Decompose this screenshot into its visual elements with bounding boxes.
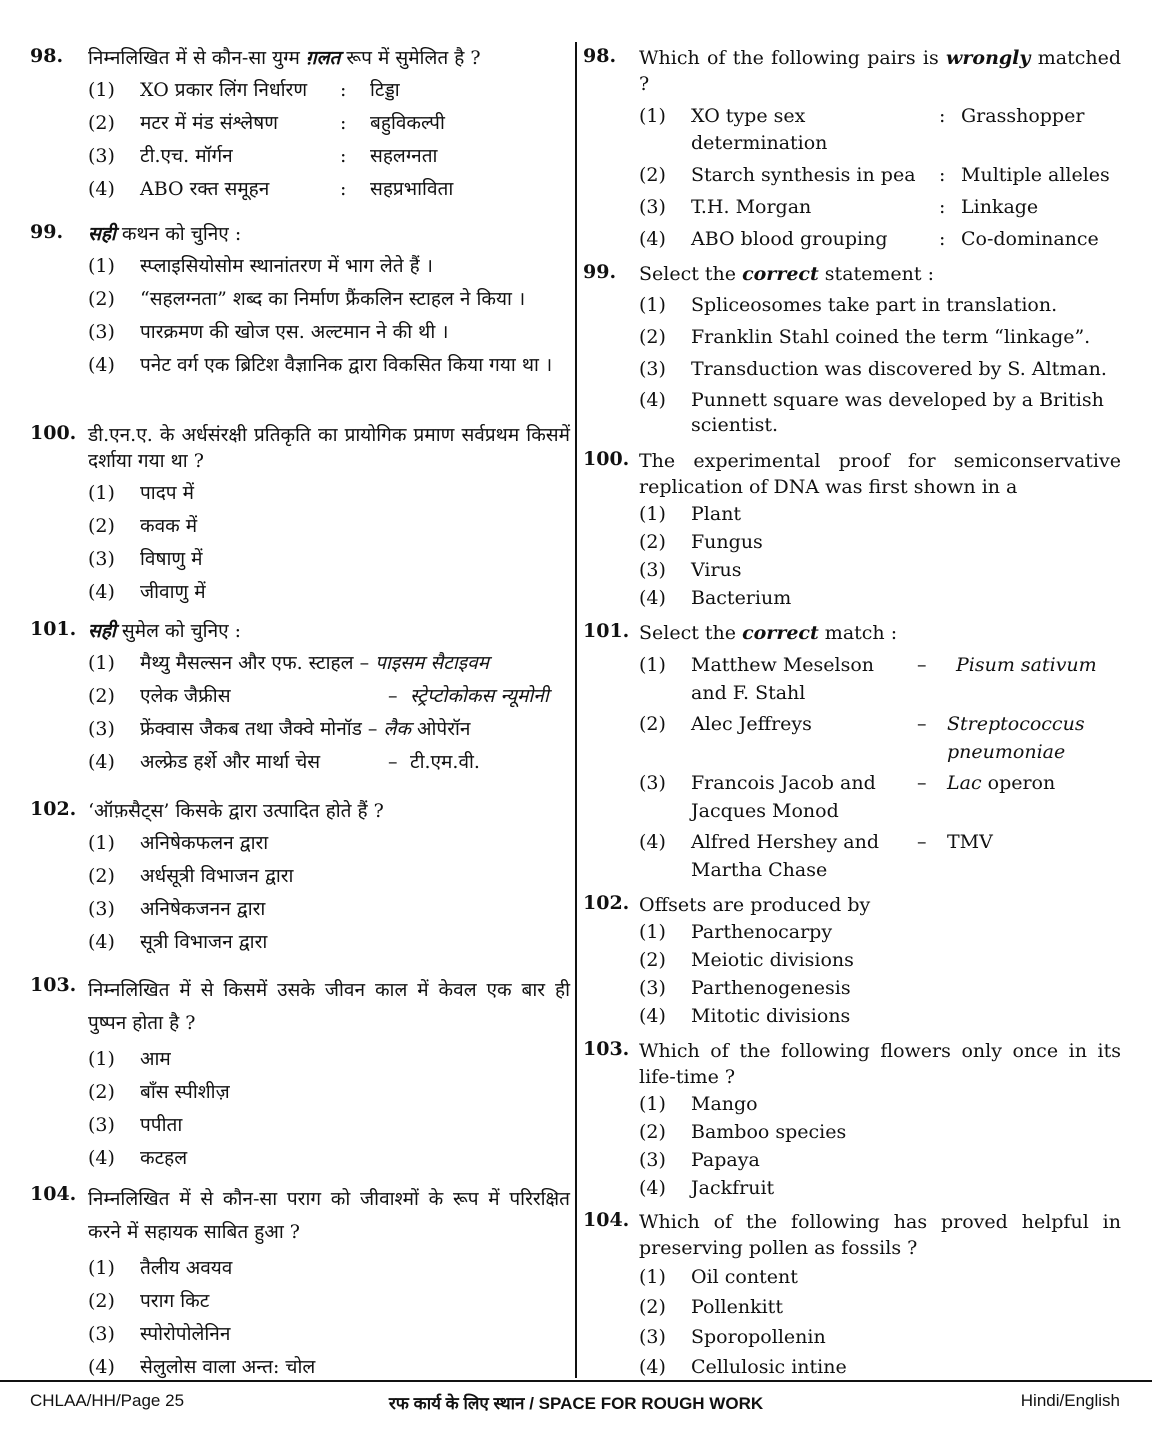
option-2[interactable]: (2) Meiotic divisions [639, 949, 854, 971]
option-4[interactable]: (4) पनेट वर्ग एक ब्रिटिश वैज्ञानिक द्वारा विकसित किया गया था । [88, 354, 553, 376]
option-3[interactable]: (3) पारक्रमण की खोज एस. अल्टमान ने की थी । [88, 321, 449, 343]
option-2[interactable]: (2) कवक में [88, 515, 198, 537]
option-3[interactable]: (3) स्पोरोपोलेनिन [88, 1323, 231, 1345]
question-number: 102. [583, 892, 630, 914]
option-2[interactable]: (2) मटर में मंड संश्लेषण : बहुविकल्पी [88, 112, 445, 134]
question-104-en [583, 1209, 1121, 1381]
question-number: 102. [30, 798, 77, 820]
option-3[interactable]: (3) Transduction was discovered by S. Altman. [639, 358, 1107, 380]
option-3[interactable]: (3) Francois Jacob and Jacques Monod – Lac operon [639, 772, 1056, 822]
option-4[interactable]: (4) कटहल [88, 1147, 188, 1169]
question-number: 100. [583, 448, 630, 470]
option-1[interactable]: (1) Mango [639, 1093, 758, 1115]
option-4[interactable]: (4) Mitotic divisions [639, 1005, 851, 1027]
option-4[interactable]: (4) अल्फ्रेड हर्शे और मार्था चेस – टी.एम.वी. [88, 751, 480, 773]
option-1[interactable]: (1) Plant [639, 503, 742, 525]
option-1[interactable]: (1) अनिषेकफलन द्वारा [88, 832, 269, 854]
question-98-en [583, 45, 1121, 253]
option-2[interactable]: (2) बाँस स्पीशीज़ [88, 1081, 230, 1103]
question-number: 104. [583, 1209, 630, 1231]
question-stem: Select the correct match : [639, 622, 898, 644]
question-stem: सही कथन को चुनिए : [88, 223, 242, 245]
option-1[interactable]: (1) पादप में [88, 482, 194, 504]
option-3[interactable]: (3) विषाणु में [88, 548, 203, 570]
option-2[interactable]: (2) Franklin Stahl coined the term “linkage”. [639, 326, 1091, 348]
question-102-en [583, 892, 1121, 1030]
option-4[interactable]: (4) Alfred Hershey and Martha Chase – TMV [639, 831, 993, 881]
question-101-hi [30, 618, 570, 776]
option-1[interactable]: (1) XO प्रकार लिंग निर्धारण : टिड्डा [88, 79, 400, 101]
question-100-hi [30, 422, 570, 606]
question-stem: निम्नलिखित में से कौन-सा युग्म ग़लत रूप में सुमेलित है ? [88, 47, 481, 69]
rough-work-label: रफ कार्य के लिए स्थान / SPACE FOR ROUGH WORK [388, 1394, 764, 1413]
footer-rule [0, 1380, 1152, 1382]
option-3[interactable]: (3) Papaya [639, 1149, 760, 1171]
question-102-hi [30, 798, 570, 956]
question-103-en [583, 1038, 1121, 1202]
language-label: Hindi/English [1020, 1391, 1120, 1410]
option-4[interactable]: (4) Punnett square was developed by a British scientist. [639, 389, 1104, 436]
option-2[interactable]: (2) Alec Jeffreys – Streptococcus pneumoniae [639, 713, 1085, 763]
option-4[interactable]: (4) सूत्री विभाजन द्वारा [88, 931, 268, 953]
question-104-hi [30, 1183, 570, 1381]
option-1[interactable]: (1) Matthew Meselson and F. Stahl – Pisum sativum [639, 654, 1097, 704]
question-stem: ‘ऑफ़सैट्स’ किसके द्वारा उत्पादित होते हैं ? [88, 800, 384, 822]
option-2[interactable]: (2) “सहलग्नता” शब्द का निर्माण फ्रैंकलिन स्टाहल ने किया । [88, 288, 526, 310]
question-98-hi [30, 45, 570, 203]
page-footer [0, 1391, 1152, 1415]
option-1[interactable]: (1) Spliceosomes take part in translation. [639, 294, 1058, 316]
option-3[interactable]: (3) Virus [639, 559, 742, 581]
option-1[interactable]: (1) Oil content [639, 1266, 798, 1288]
option-4[interactable]: (4) ABO रक्त समूहन : सहप्रभाविता [88, 178, 454, 200]
question-number: 98. [30, 45, 64, 67]
option-4[interactable]: (4) Jackfruit [639, 1177, 775, 1199]
option-4[interactable]: (4) सेलुलोस वाला अन्त: चोल [88, 1356, 316, 1378]
question-stem: निम्नलिखित में से कौन-सा पराग को जीवाश्मों के रूप में परिरक्षित करने में सहायक साबित हुआ ? [88, 1188, 570, 1243]
question-101-en [583, 620, 1121, 884]
option-4[interactable]: (4) Bacterium [639, 587, 792, 609]
option-4[interactable]: (4) जीवाणु में [88, 581, 206, 603]
question-number: 104. [30, 1183, 77, 1205]
question-number: 103. [583, 1038, 630, 1060]
question-number: 98. [583, 45, 617, 67]
question-number: 101. [30, 618, 77, 640]
question-number: 99. [583, 261, 617, 283]
question-stem: Which of the following has proved helpful in preserving pollen as fossils ? [639, 1211, 1121, 1259]
question-stem: डी.एन.ए. के अर्धसंरक्षी प्रतिकृति का प्रायोगिक प्रमाण सर्वप्रथम किसमें दर्शाया गया था ? [88, 424, 570, 472]
option-1[interactable]: (1) स्प्लाइसियोसोम स्थानांतरण में भाग लेते हैं । [88, 255, 434, 277]
option-2[interactable]: (2) Bamboo species [639, 1121, 847, 1143]
option-2[interactable]: (2) एलेक जैफ्रीस – स्ट्रेप्टोकोकस न्यूमोनी [88, 685, 549, 707]
question-stem: Which of the following pairs is wrongly matched ? [639, 47, 1122, 95]
option-4[interactable]: (4) ABO blood grouping : Co-dominance [639, 228, 1099, 250]
option-1[interactable]: (1) XO type sex determination : Grasshopper [639, 105, 1085, 154]
question-number: 100. [30, 422, 77, 444]
question-103-hi [30, 974, 570, 1172]
question-100-en [583, 448, 1121, 612]
question-number: 99. [30, 221, 64, 243]
option-1[interactable]: (1) तैलीय अवयव [88, 1257, 233, 1279]
option-3[interactable]: (3) फ्रेंक्वास जैकब तथा जैक्वे मोनॉड – लैक ओपेरॉन [88, 718, 471, 740]
option-1[interactable]: (1) Parthenocarpy [639, 921, 833, 943]
option-2[interactable]: (2) Starch synthesis in pea : Multiple alleles [639, 164, 1110, 186]
question-99-en [583, 261, 1121, 438]
option-3[interactable]: (3) Parthenogenesis [639, 977, 851, 999]
question-stem: The experimental proof for semiconservative replication of DNA was first shown in a [639, 450, 1121, 498]
option-2[interactable]: (2) पराग किट [88, 1290, 210, 1312]
option-2[interactable]: (2) Pollenkitt [639, 1296, 783, 1318]
column-divider [575, 42, 577, 1378]
question-number: 101. [583, 620, 630, 642]
option-3[interactable]: (3) T.H. Morgan : Linkage [639, 196, 1039, 218]
question-stem: Offsets are produced by [639, 894, 871, 916]
question-99-hi [30, 221, 570, 379]
option-1[interactable]: (1) मैथ्यु मैसल्सन और एफ. स्टाहल – पाइसम सैटाइवम [88, 652, 490, 674]
question-stem: सही सुमेल को चुनिए : [88, 620, 242, 642]
option-3[interactable]: (3) पपीता [88, 1114, 183, 1136]
option-3[interactable]: (3) Sporopollenin [639, 1326, 826, 1348]
option-1[interactable]: (1) आम [88, 1048, 171, 1070]
page-code: CHLAA/HH/Page 25 [30, 1391, 185, 1410]
question-number: 103. [30, 974, 77, 996]
question-stem: निम्नलिखित में से किसमें उसके जीवन काल में केवल एक बार ही पुष्पन होता है ? [88, 979, 570, 1034]
option-4[interactable]: (4) Cellulosic intine [639, 1356, 847, 1378]
option-3[interactable]: (3) अनिषेकजनन द्वारा [88, 898, 266, 920]
option-2[interactable]: (2) अर्धसूत्री विभाजन द्वारा [88, 865, 294, 887]
option-3[interactable]: (3) टी.एच. मॉर्गन : सहलग्नता [88, 145, 438, 167]
question-stem: Select the correct statement : [639, 263, 934, 285]
question-stem: Which of the following flowers only once in its life-time ? [639, 1040, 1121, 1088]
option-2[interactable]: (2) Fungus [639, 531, 763, 553]
